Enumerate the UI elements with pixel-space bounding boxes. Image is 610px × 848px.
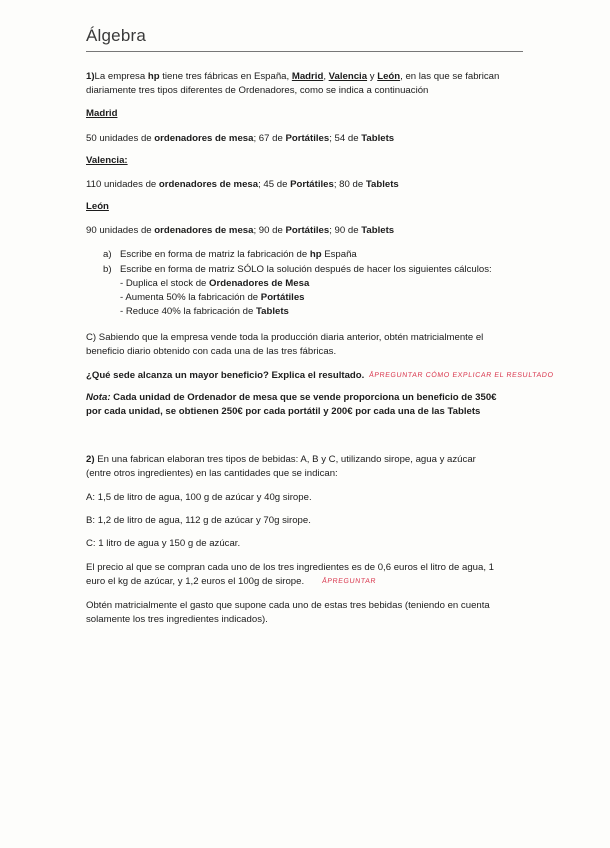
task-a xyxy=(103,248,357,262)
leon-t1: ordenadores de mesa xyxy=(154,225,254,236)
nota-text-1: Cada unidad de Ordenador de mesa que se vende proporciona un beneficio de 350€ xyxy=(110,392,497,403)
madrid-t1: ordenadores de mesa xyxy=(154,133,254,144)
madrid-t2: Portátiles xyxy=(285,133,330,144)
p1-intro-line1 xyxy=(86,70,499,84)
nota-label: Nota: xyxy=(86,392,111,403)
task-a-company: hp xyxy=(309,249,322,260)
factory-line-valencia xyxy=(86,178,399,192)
task-a-text: Escribe en forma de matriz la fabricación de xyxy=(120,249,310,260)
nota-line1 xyxy=(86,391,497,405)
page-title: Álgebra xyxy=(86,26,146,45)
dash-3-bold: Tablets xyxy=(256,306,289,317)
madrid-n2: ; 67 de xyxy=(253,133,286,144)
leon-n3: ; 90 de xyxy=(329,225,362,236)
task-b-label: b) xyxy=(103,264,112,275)
p2-number: 2) xyxy=(86,454,95,465)
task-b-item-1 xyxy=(120,277,309,291)
madrid-n3: ; 54 de xyxy=(329,133,362,144)
valencia-n1: 110 unidades de xyxy=(86,179,159,190)
dash-2-text: - Aumenta 50% la fabricación de xyxy=(120,292,261,303)
p1-intro-text-c: , en las que se fabrican xyxy=(400,71,500,82)
valencia-n3: ; 80 de xyxy=(333,179,366,190)
handwritten-note-2: ÅPREGUNTAR xyxy=(321,578,377,585)
dash-2-bold: Portátiles xyxy=(260,292,305,303)
factory-line-leon xyxy=(86,224,394,238)
leon-t3: Tablets xyxy=(361,225,395,236)
p2-line1 xyxy=(86,453,476,467)
p1-intro-text-b: tiene tres fábricas en España, xyxy=(159,71,292,82)
task-c-line1: C) Sabiendo que la empresa vende toda la producción diaria anterior, obtén matricialmente el xyxy=(86,332,484,343)
p2-text-1: En una fabrican elaboran tres tipos de bebidas: A, B y C, utilizando sirope, agua y azúcar xyxy=(94,454,476,465)
price-line2: euro el kg de azúcar, y 1,2 euros el 100g de sirope. xyxy=(86,576,305,587)
factory-heading-madrid: Madrid xyxy=(86,108,118,119)
dash-1-bold: Ordenadores de Mesa xyxy=(209,278,310,289)
title-divider xyxy=(86,51,523,52)
p1-intro-line2: diariamente tres tipos diferentes de Ordenadores, como se indica a continuación xyxy=(86,85,429,96)
factory-line-madrid xyxy=(86,132,394,146)
dash-3-text: - Reduce 40% la fabricación de xyxy=(120,306,256,317)
leon-n2: ; 90 de xyxy=(253,225,286,236)
task-a-end: España xyxy=(321,249,357,260)
task-a-label: a) xyxy=(103,249,112,260)
task-b-item-3 xyxy=(120,305,289,319)
task-b-item-2 xyxy=(120,291,305,305)
factory-heading-valencia: Valencia: xyxy=(86,155,128,166)
drink-c: C: 1 litro de agua y 150 g de azúcar. xyxy=(86,538,241,549)
madrid-link: Madrid xyxy=(291,71,324,82)
handwritten-note-1: ÅPREGUNTAR CÓMO EXPLICAR EL RESULTADO xyxy=(368,372,554,379)
valencia-t3: Tablets xyxy=(365,179,399,190)
final-line1: Obtén matricialmente el gasto que supone cada uno de estas tres bebidas (teniendo en cuenta xyxy=(86,600,490,611)
valencia-t1: ordenadores de mesa xyxy=(158,179,259,190)
factory-heading-leon: León xyxy=(86,201,109,212)
leon-t2: Portátiles xyxy=(285,225,330,236)
madrid-n1: 50 unidades de xyxy=(86,133,155,144)
task-b-text: Escribe en forma de matriz SÓLO la solución después de hacer los siguientes cálculos: xyxy=(120,264,492,275)
valencia-t2: Portátiles xyxy=(290,179,334,190)
p1-comma: , xyxy=(323,71,329,82)
task-c-line2: beneficio diario obtenido con cada una de las tres fábricas. xyxy=(86,346,337,357)
drink-b: B: 1,2 de litro de agua, 112 g de azúcar y 70g sirope. xyxy=(86,515,311,526)
leon-link: León xyxy=(377,71,401,82)
nota-line2: por cada unidad, se obtienen 250€ por cada portátil y 200€ por cada una de las Tablets xyxy=(86,406,481,417)
dash-1-text: - Duplica el stock de xyxy=(120,278,210,289)
p1-and: y xyxy=(367,71,378,82)
p1-number: 1) xyxy=(86,71,95,82)
valencia-link: Valencia xyxy=(328,71,368,82)
question-text: ¿Qué sede alcanza un mayor beneficio? Explica el resultado. xyxy=(86,370,365,381)
p1-intro-text-a: La empresa xyxy=(94,71,148,82)
task-b xyxy=(103,263,492,277)
madrid-t3: Tablets xyxy=(361,133,395,144)
p2-line2: (entre otros ingredientes) en las cantidades que se indican: xyxy=(86,468,338,479)
valencia-n2: ; 45 de xyxy=(258,179,291,190)
leon-n1: 90 unidades de xyxy=(86,225,155,236)
price-line1: El precio al que se compran cada uno de los tres ingredientes es de 0,6 euros el litro de agua, 1 xyxy=(86,562,494,573)
drink-a: A: 1,5 de litro de agua, 100 g de azúcar y 40g sirope. xyxy=(86,492,312,503)
company-name: hp xyxy=(147,71,160,82)
final-line2: solamente los tres ingredientes indicados). xyxy=(86,614,268,625)
